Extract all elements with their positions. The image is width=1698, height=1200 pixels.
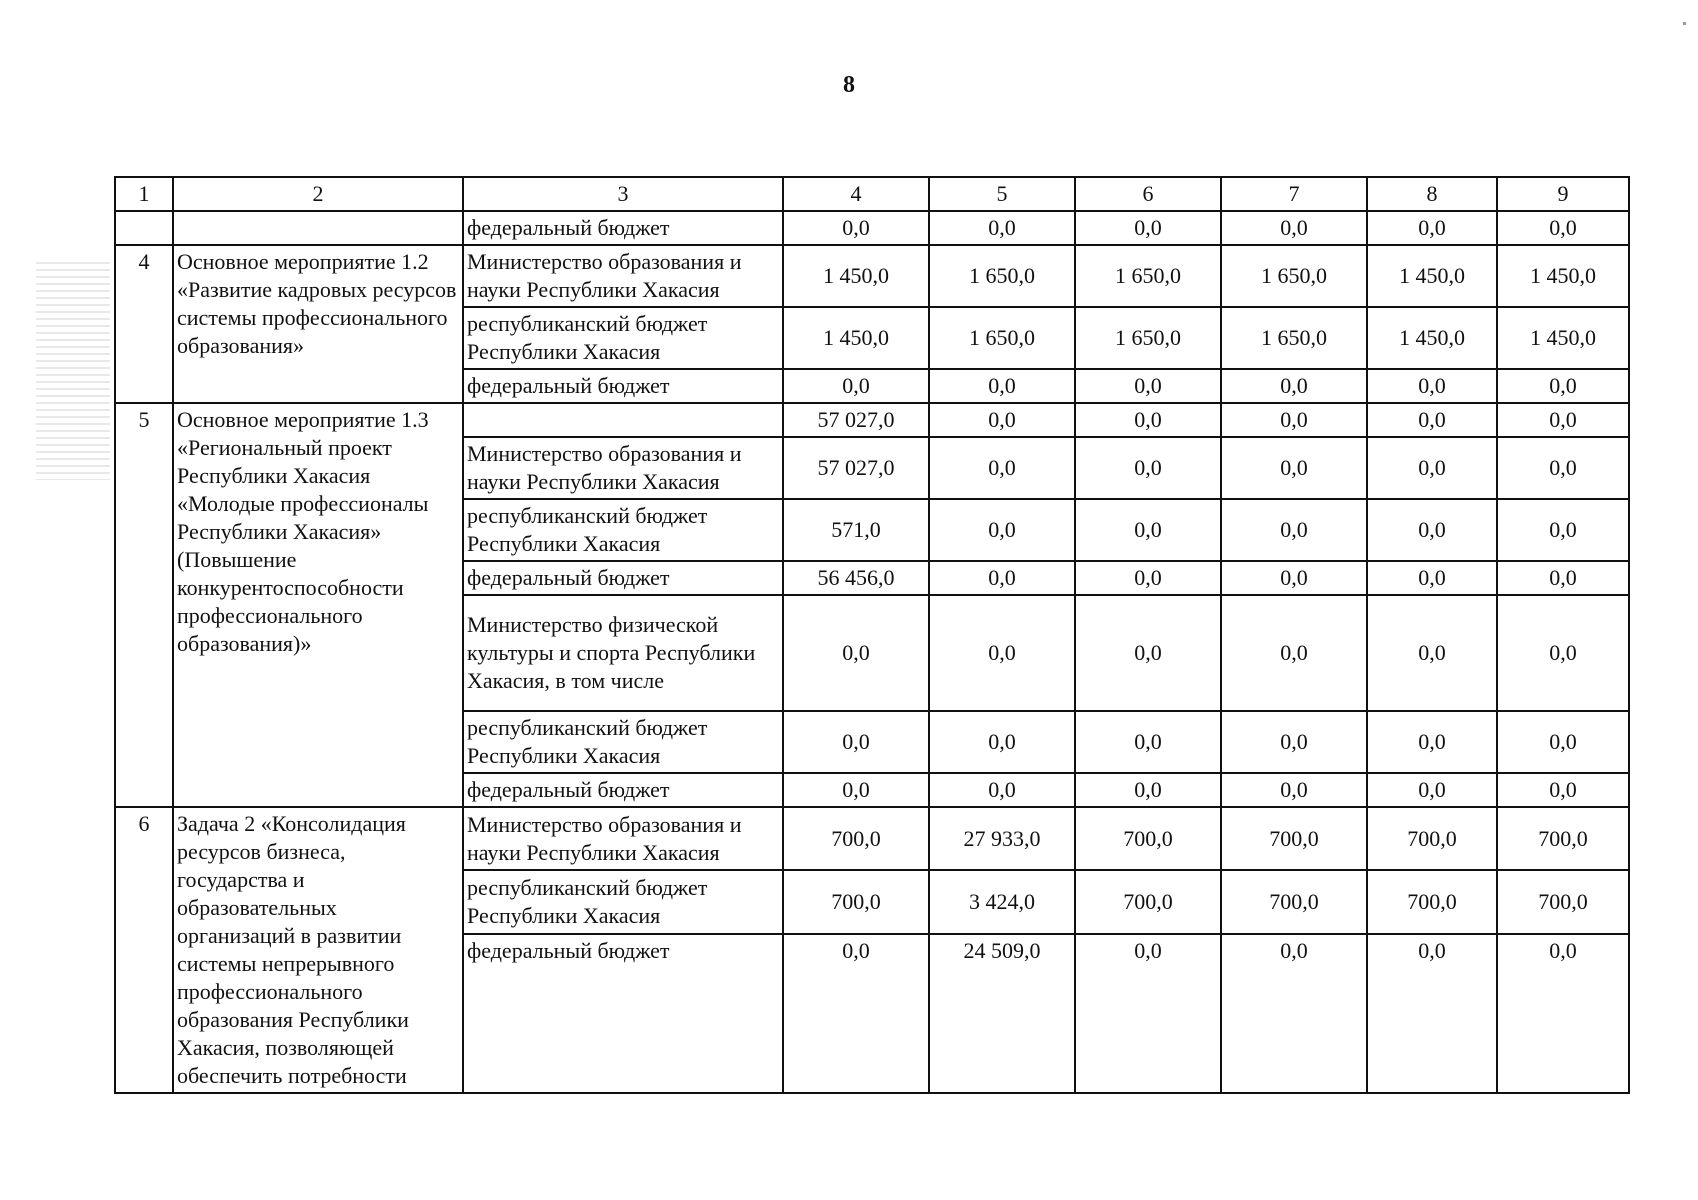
value-cell: 0,0 [783,773,929,807]
value-cell: 0,0 [1075,437,1221,499]
value-cell: 0,0 [1075,499,1221,561]
scan-edge-mark [36,262,110,480]
scan-corner-mark [1683,22,1686,25]
budget-table [114,176,1630,1094]
value-cell: 1 650,0 [1221,307,1367,369]
funding-source: Министерство образования и науки Республики Хакасия [463,437,783,499]
value-cell: 0,0 [929,561,1075,595]
value-cell: 0,0 [1221,934,1367,1093]
value-cell: 0,0 [1367,711,1497,773]
funding-source: федеральный бюджет [463,211,783,245]
value-cell: 0,0 [1075,403,1221,437]
value-cell: 1 650,0 [929,307,1075,369]
row-name [173,211,463,245]
value-cell: 0,0 [1497,369,1629,403]
value-cell: 0,0 [1367,437,1497,499]
value-cell: 0,0 [929,369,1075,403]
value-cell: 1 650,0 [1075,307,1221,369]
row-name: Основное мероприятие 1.2 «Развитие кадровых ресурсов системы профессионального образования» [173,245,463,403]
row-name: Задача 2 «Консолидация ресурсов бизнеса, государства и образовательных организаций в развитии системы непрерывного профессионального образования Республики Хакасия, позволяющей обеспечить потребности [173,807,463,1093]
row-index [115,211,173,245]
funding-source: федеральный бюджет [463,561,783,595]
value-cell: 0,0 [1221,499,1367,561]
value-cell: 24 509,0 [929,934,1075,1093]
value-cell: 700,0 [783,807,929,870]
value-cell: 700,0 [1221,870,1367,933]
value-cell: 700,0 [1497,807,1629,870]
funding-source [463,403,783,437]
value-cell: 571,0 [783,499,929,561]
value-cell: 0,0 [1221,561,1367,595]
value-cell: 0,0 [1367,211,1497,245]
value-cell: 700,0 [1497,870,1629,933]
value-cell: 1 450,0 [783,245,929,307]
funding-source: республиканский бюджет Республики Хакасия [463,711,783,773]
value-cell: 0,0 [1497,499,1629,561]
value-cell: 0,0 [1497,403,1629,437]
value-cell: 1 450,0 [1497,307,1629,369]
column-header: 7 [1221,177,1367,211]
funding-source: республиканский бюджет Республики Хакасия [463,499,783,561]
value-cell: 0,0 [929,499,1075,561]
value-cell: 1 650,0 [929,245,1075,307]
value-cell: 0,0 [929,211,1075,245]
value-cell: 700,0 [783,870,929,933]
table-header-row [115,177,1629,211]
row-name: Основное мероприятие 1.3 «Региональный проект Республики Хакасия «Молодые профессионалы Республики Хакасия» (Повышение конкурентоспособности профессионального образования)» [173,403,463,807]
value-cell: 0,0 [1497,711,1629,773]
funding-source: федеральный бюджет [463,369,783,403]
value-cell: 0,0 [783,934,929,1093]
value-cell: 57 027,0 [783,403,929,437]
column-header: 5 [929,177,1075,211]
value-cell: 56 456,0 [783,561,929,595]
value-cell: 0,0 [783,711,929,773]
value-cell: 0,0 [1075,211,1221,245]
value-cell: 3 424,0 [929,870,1075,933]
column-header: 9 [1497,177,1629,211]
value-cell: 1 450,0 [1367,307,1497,369]
value-cell: 0,0 [1367,561,1497,595]
value-cell: 57 027,0 [783,437,929,499]
row-index: 5 [115,403,173,807]
funding-source: республиканский бюджет Республики Хакасия [463,870,783,933]
value-cell: 0,0 [1367,499,1497,561]
value-cell: 0,0 [1497,595,1629,711]
value-cell: 0,0 [929,595,1075,711]
value-cell: 0,0 [1075,369,1221,403]
page-number: 8 [843,72,855,98]
funding-source: Министерство образования и науки Республики Хакасия [463,807,783,870]
table-row [115,245,1629,307]
value-cell: 700,0 [1221,807,1367,870]
value-cell: 700,0 [1367,807,1497,870]
value-cell: 0,0 [1497,437,1629,499]
value-cell: 0,0 [929,403,1075,437]
value-cell: 0,0 [1075,561,1221,595]
column-header: 6 [1075,177,1221,211]
value-cell: 700,0 [1367,870,1497,933]
value-cell: 1 650,0 [1221,245,1367,307]
value-cell: 0,0 [1221,595,1367,711]
column-header: 4 [783,177,929,211]
value-cell: 0,0 [929,711,1075,773]
value-cell: 0,0 [1221,773,1367,807]
value-cell: 0,0 [1367,595,1497,711]
value-cell: 0,0 [1367,934,1497,1093]
value-cell: 0,0 [1221,437,1367,499]
column-header: 3 [463,177,783,211]
funding-source: федеральный бюджет [463,934,783,1093]
column-header: 2 [173,177,463,211]
value-cell: 0,0 [929,437,1075,499]
value-cell: 0,0 [1221,369,1367,403]
funding-source: республиканский бюджет Республики Хакасия [463,307,783,369]
funding-source: Министерство физической культуры и спорта Республики Хакасия, в том числе [463,595,783,711]
value-cell: 0,0 [1497,561,1629,595]
value-cell: 0,0 [1221,211,1367,245]
value-cell: 0,0 [1075,711,1221,773]
value-cell: 0,0 [1367,403,1497,437]
value-cell: 0,0 [929,773,1075,807]
value-cell: 0,0 [1075,595,1221,711]
value-cell: 0,0 [1497,773,1629,807]
value-cell: 1 650,0 [1075,245,1221,307]
funding-source: федеральный бюджет [463,773,783,807]
value-cell: 0,0 [1497,934,1629,1093]
value-cell: 0,0 [1075,934,1221,1093]
row-index: 4 [115,245,173,403]
value-cell: 0,0 [783,369,929,403]
value-cell: 1 450,0 [783,307,929,369]
value-cell: 0,0 [1367,369,1497,403]
value-cell: 700,0 [1075,807,1221,870]
value-cell: 0,0 [783,211,929,245]
value-cell: 700,0 [1075,870,1221,933]
value-cell: 0,0 [1367,773,1497,807]
value-cell: 27 933,0 [929,807,1075,870]
table-row [115,211,1629,245]
row-index: 6 [115,807,173,1093]
table-row [115,403,1629,437]
value-cell: 1 450,0 [1367,245,1497,307]
value-cell: 0,0 [1075,773,1221,807]
funding-source: Министерство образования и науки Республики Хакасия [463,245,783,307]
value-cell: 0,0 [1497,211,1629,245]
value-cell: 0,0 [783,595,929,711]
table-row [115,807,1629,870]
value-cell: 1 450,0 [1497,245,1629,307]
column-header: 8 [1367,177,1497,211]
value-cell: 0,0 [1221,711,1367,773]
value-cell: 0,0 [1221,403,1367,437]
column-header: 1 [115,177,173,211]
